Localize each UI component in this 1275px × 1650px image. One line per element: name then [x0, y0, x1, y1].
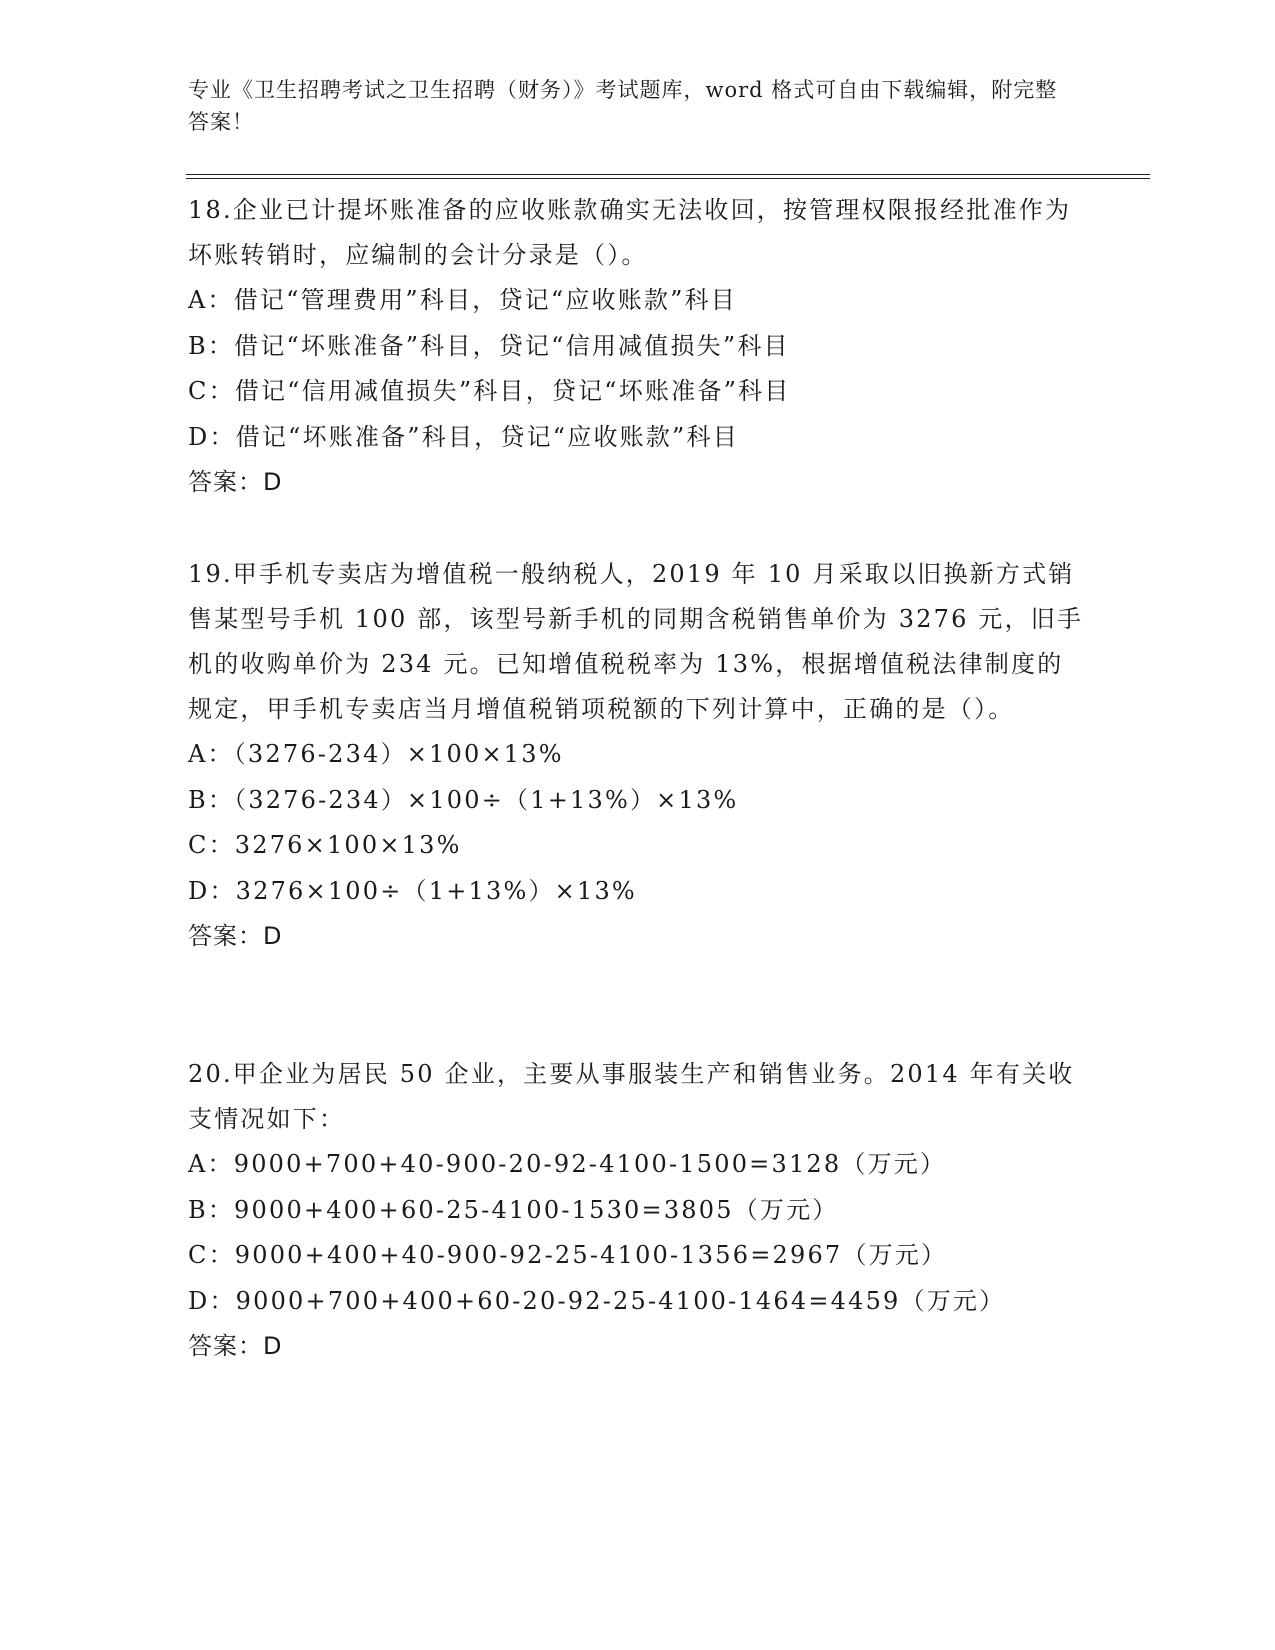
question-stem: 18.企业已计提坏账准备的应收账款确实无法收回，按管理权限报经批准作为坏账转销时，应编制的会计分录是（）。 [188, 196, 1072, 269]
option-d: D：借记“坏账准备”科目，贷记“应收账款”科目 [188, 422, 739, 451]
option-b: B：借记“坏账准备”科目，贷记“信用减值损失”科目 [188, 331, 790, 360]
option-a: A：（3276-234）×100×13% [188, 740, 564, 768]
question-20 [188, 1052, 1088, 1369]
option-c: C：借记“信用减值损失”科目，贷记“坏账准备”科目 [188, 377, 791, 405]
option-a: A：借记“管理费用”科目，贷记“应收账款”科目 [188, 286, 738, 314]
question-stem: 19.甲手机专卖店为增值税一般纳税人，2019 年 10 月采取以旧换新方式销售某型号手机 100 部，该型号新手机的同期含税销售单价为 3276 元，旧手机的收购单价为 234 元。已知增值税税率为 13%，根据增值税法律制度的规定，甲手机专卖店当月增值税销项税额的下列计算中，正确的是（）。 [188, 560, 1084, 723]
option-b: B：9000+400+60-25-4100-1530=3805（万元） [188, 1195, 839, 1224]
option-b: B：（3276-234）×100÷（1+13%）×13% [188, 785, 739, 814]
page-header-text: 专业《卫生招聘考试之卫生招聘（财务）》考试题库，word 格式可自由下载编辑，附完整答案！ [188, 78, 1058, 134]
option-a: A：9000+700+40-900-20-92-4100-1500=3128（万元） [188, 1150, 947, 1178]
header-divider [186, 174, 1150, 179]
question-19 [188, 552, 1088, 959]
question-stem: 20.甲企业为居民 50 企业，主要从事服装生产和销售业务。2014 年有关收支情况如下： [188, 1060, 1075, 1133]
option-c: C：9000+400+40-900-92-25-4100-1356=2967（万元） [188, 1241, 948, 1269]
answer: 答案：D [188, 922, 283, 950]
option-c: C：3276×100×13% [188, 831, 462, 859]
option-d: D：3276×100÷（1+13%）×13% [188, 876, 637, 905]
answer: 答案：D [188, 1332, 283, 1360]
question-18 [188, 188, 1088, 505]
option-d: D：9000+700+400+60-20-92-25-4100-1464=4459（万元） [188, 1286, 1006, 1315]
answer: 答案：D [188, 468, 283, 496]
